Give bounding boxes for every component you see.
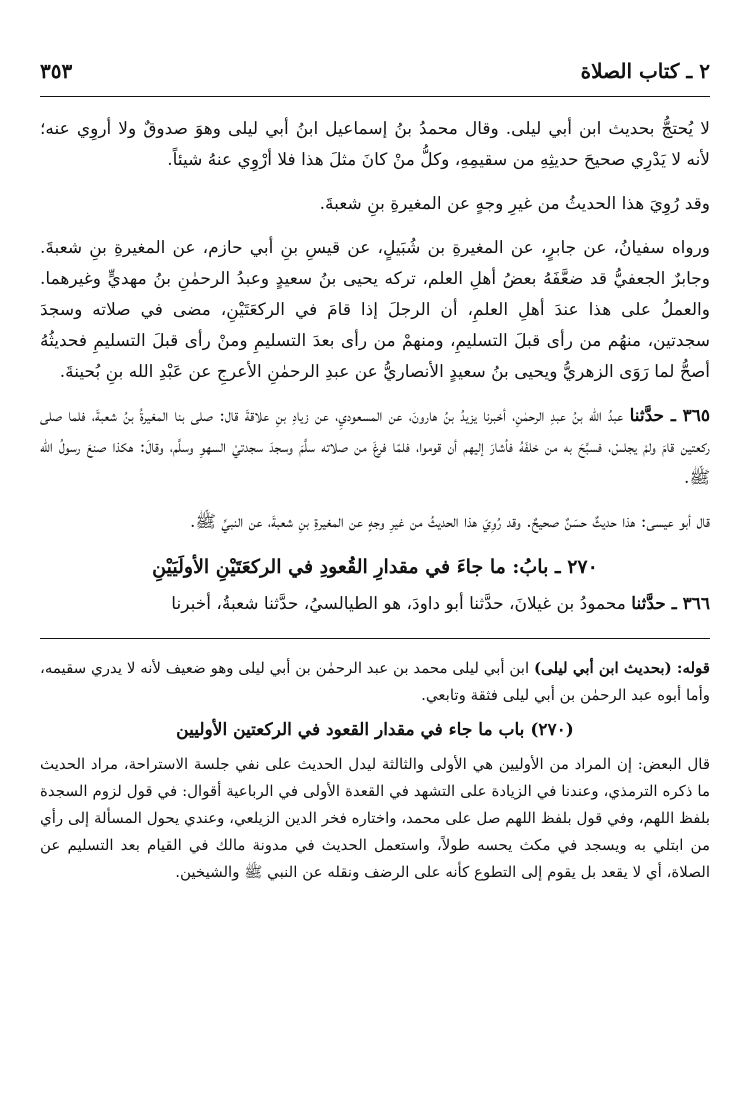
page-number: ٣٥٣ (40, 59, 73, 83)
note-1 (40, 655, 710, 709)
hadith-365-text: عبدُ الله بنُ عبدِ الرحمٰنِ، أخبرنا يزيدُ بنُ هارونَ، عن المسعوديِ، عن زيادِ بنِ علاقةَ قال: صلى بنا المغيرةُ بنُ شعبةَ، فلما صلى ركعتين قامَ ولمْ يجلسْ، فسبَّحَ به من خلفَهُ فأشارَ إليهم أن قوموا، فلمّا فرغَ من صلاته سلَّمَ وسجدَ سجدتيْ السهوِ وسلَّم، وقالَ: هكذا صنعَ رسولُ الله ﷺ. (40, 406, 710, 488)
hadith-366 (40, 589, 710, 620)
note-1-text: ابن أبي ليلى محمد بن عبد الرحمٰن بن أبي ليلى وهو ضعيف لأنه لا يدري سقيمه، وأما أبوه عبد الرحمٰن بن أبي ليلى فثقة وتابعي. (40, 659, 710, 704)
note-1-label: قوله: (بحديث ابن أبي ليلى) (533, 659, 710, 677)
header-rule (40, 96, 710, 97)
note-2-text: قال البعض: إن المراد من الأوليين هي الأولى والثالثة ليدل الحديث على نفي جلسة الاستراحة، مراد الحديث ما ذكره الترمذي، وعندنا في الزيادة على التشهد في القعدة الأولى في الرباعية أقوال: في قول لزوم السجدة بلفظ اللهم، وفي قول بلفظ اللهم صل على محمد، واختاره فخر الدين الزيلعي، وعندي يحول المسألة إلى رأي من ابتلي به ويسجد في مكث يحسه طولاً، واستعمل الحديث في مدونة مالك في القيام بعد التسليم عن الصلاة، أي لا يقعد بل يقوم إلى التطوع كأنه على الرضف ونقله عن النبي ﷺ والشيخين. (40, 755, 710, 881)
paragraph-3: ورواه سفيانُ، عن جابرٍ، عن المغيرةِ بن شُبَيلٍ، عن قيسِ بنِ أبي حازم، عن المغيرةِ بنِ شعبةَ. وجابرٌ الجعفيُّ قد ضعَّفَهُ بعضُ أهلِ العلم، تركه يحيى بنُ سعيدٍ وعبدُ الرحمٰنِ بنُ مهديٍّ وغيرهما. والعملُ على هذا عندَ أهلِ العلمِ، أن الرجلَ إذا قامَ في الركعَتَيْنِ، مضى في صلاته وسجدَ سجدتين، منهُم من رأى قبلَ التسليمِ، ومنهمْ من رأى بعدَ التسليمِ ومنْ رأى قبلَ التسليمِ فحديثُهُ أصحُّ لما رَوَى الزهريُّ ويحيى بنُ سعيدٍ الأنصاريُّ عن عبدِ الرحمٰنِ الأعرجِ عن عَبْدِ الله بنِ بُحينةَ. (40, 238, 710, 382)
hadith-365-lead: ٣٦٥ ـ حدَّثنا (629, 406, 711, 426)
hadith-365 (40, 401, 710, 494)
main-text (40, 114, 710, 620)
chapter-heading: ٢٧٠ ـ بابُ: ما جاءَ في مقدارِ القُعودِ في الركعَتَيْنِ الأولَيَيْنِ (152, 556, 598, 578)
paragraph-1: لا يُحتجُّ بحديث ابن أبي ليلى. وقال محمدُ بنُ إسماعيل ابنُ أبي ليلى وهوَ صدوقٌ ولا أروِي عنه؛ لأنه لا يَدْرِي صحيحَ حديثِهِ من سقيمِهِ، وكلُّ منْ كانَ مثلَ هذا فلا أرْوِي عنهُ شيئاً. (40, 119, 710, 170)
paragraph-2: وقد رُوِيَ هذا الحديثُ من غيرِ وجهٍ عن المغيرةِ بنِ شعبةَ. (319, 194, 710, 214)
footnote-divider (40, 638, 710, 639)
note-2-title: (٢٧٠) باب ما جاء في مقدار القعود في الركعتين الأوليين (176, 720, 574, 740)
hadith-366-text: محمودُ بن غيلانَ، حدَّثنا أبو داودَ، هو الطيالسيُ، حدَّثنا شعبةُ، أخبرنا (171, 594, 626, 614)
hadith-366-lead: ٣٦٦ ـ حدَّثنا (631, 594, 710, 614)
page-header (40, 56, 710, 92)
paragraph-4: قال أبو عيسى: هذا حديثٌ حسَنٌ صحيحٌ. وقد رُوِيَ هذا الحديثُ من غيرِ وجهٍ عن المغيرةِ بنِ شعبةَ، عن النبيِّ ﷺ. (189, 512, 710, 532)
footnotes (40, 655, 710, 886)
book-title: ٢ ـ كتاب الصلاة (580, 59, 710, 83)
